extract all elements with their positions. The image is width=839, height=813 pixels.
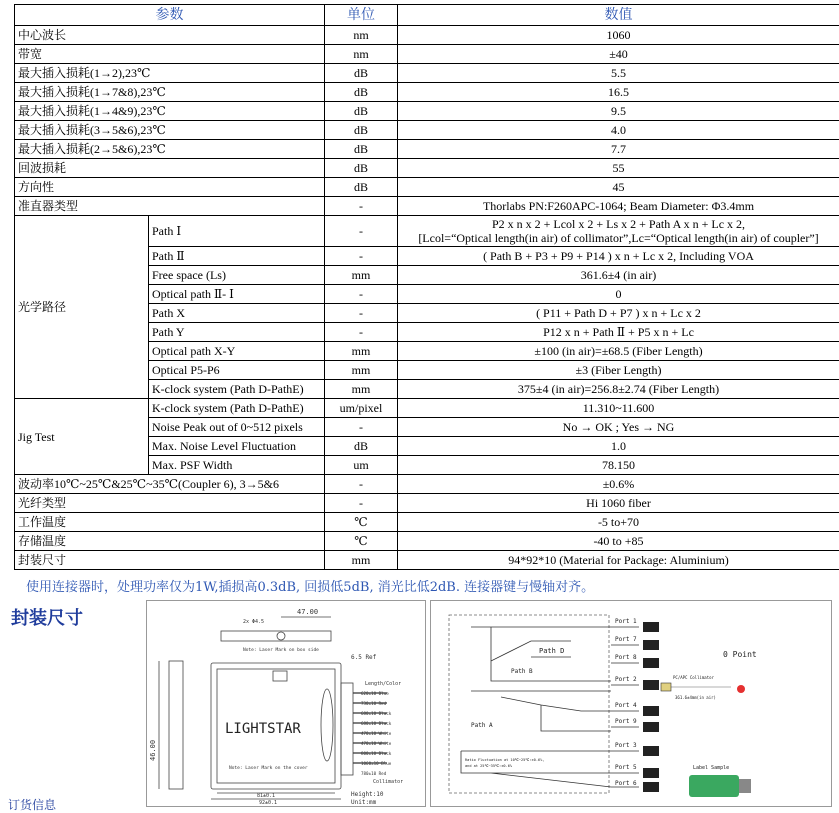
dim-inner-label: 81±0.1	[257, 793, 275, 799]
dim-top-label: 47.00	[297, 608, 318, 616]
sub-param-cell: Free space (Ls)	[149, 266, 325, 285]
unit-label: Unit:mm	[351, 799, 377, 806]
label-sample-connector	[739, 779, 751, 793]
value-cell: 361.6±4 (in air)	[398, 266, 839, 285]
unit-cell: nm	[325, 45, 398, 64]
table-row	[15, 216, 839, 247]
value-cell: 4.0	[398, 121, 839, 140]
value-cell: 0	[398, 285, 839, 304]
param-cell: 封装尺寸	[15, 551, 325, 570]
sub-param-cell: Max. Noise Level Fluctuation	[149, 437, 325, 456]
dim-hole-label: 2x Φ4.5	[243, 619, 264, 625]
ordering-info-label: 订货信息	[8, 796, 56, 813]
value-cell: ±40	[398, 45, 839, 64]
label-sample-title: Label Sample	[693, 765, 729, 771]
value-cell: ±0.6%	[398, 475, 839, 494]
value-cell: 1.0	[398, 437, 839, 456]
value-cell: 5.5	[398, 64, 839, 83]
dim-ref-label: 6.5 Ref	[351, 654, 377, 661]
unit-cell: -	[325, 418, 398, 437]
value-cell: 1060	[398, 26, 839, 45]
free-space-label: 361.6±4mm(in air)	[675, 695, 716, 700]
param-cell: 中心波长	[15, 26, 325, 45]
value-line: P2 x n x 2 + Lcol x 2 + Ls x 2 + Path A x n + Lc x 2,	[401, 217, 836, 231]
sub-param-cell: Noise Peak out of 0~512 pixels	[149, 418, 325, 437]
zero-point-label: 0 Point	[723, 650, 757, 659]
path-b-label: Path B	[511, 668, 533, 675]
section-title: 封装尺寸	[11, 604, 83, 630]
fiber-length-label: 780±10 Red	[361, 771, 387, 776]
unit-cell: mm	[325, 266, 398, 285]
value-cell	[398, 216, 839, 247]
param-cell: 最大插入损耗(3→5&6),23℃	[15, 121, 325, 140]
usage-note: 使用连接器时，处理功率仅为1W,插损高0.3dB, 回损低5dB, 消光比低2dB. 连接器键与慢轴对齐。	[26, 576, 594, 595]
value-cell: ±100 (in air)=±68.5 (Fiber Length)	[398, 342, 839, 361]
port-label: Port 1	[615, 618, 637, 625]
sub-param-cell: Max. PSF Width	[149, 456, 325, 475]
unit-cell: ℃	[325, 513, 398, 532]
fiber-bracket	[341, 683, 353, 775]
port-label: Port 5	[615, 764, 637, 771]
unit-cell: -	[325, 304, 398, 323]
param-cell: 回波损耗	[15, 159, 325, 178]
table-row	[15, 197, 839, 216]
fiber-length-label: 620±10 Blue	[361, 691, 389, 696]
length-color-label: Length/Color	[365, 681, 401, 687]
table-row	[15, 494, 839, 513]
unit-cell: mm	[325, 380, 398, 399]
jig-group-cell: Jig Test	[15, 399, 149, 475]
unit-cell: -	[325, 216, 398, 247]
sub-param-cell: Path X	[149, 304, 325, 323]
fiber-length-label: 680±10 Black	[361, 711, 392, 716]
sub-param-cell: K-clock system (Path D-PathE)	[149, 380, 325, 399]
unit-cell: dB	[325, 159, 398, 178]
dim-side-label	[211, 804, 212, 805]
value-cell: 16.5	[398, 83, 839, 102]
value-cell: 78.150	[398, 456, 839, 475]
optical-group-cell: 光学路径	[15, 216, 149, 399]
table-row	[15, 475, 839, 494]
value-cell: 45	[398, 178, 839, 197]
collimator-label: Collimator	[373, 779, 403, 785]
port-label: Port 8	[615, 654, 637, 661]
fiber-length-label: 470±10 White	[361, 741, 392, 746]
header-value: 数值	[398, 5, 839, 26]
value-cell: 55	[398, 159, 839, 178]
port-label: Port 3	[615, 742, 637, 749]
unit-cell: dB	[325, 121, 398, 140]
unit-cell: nm	[325, 26, 398, 45]
table-row	[15, 26, 839, 45]
package-drawing	[146, 600, 426, 807]
unit-cell: mm	[325, 342, 398, 361]
param-cell: 波动率10℃~25℃&25℃~35℃(Coupler 6), 3→5&6	[15, 475, 325, 494]
param-cell: 工作温度	[15, 513, 325, 532]
value-cell: -40 to +85	[398, 532, 839, 551]
port-label: Port 2	[615, 676, 637, 683]
unit-cell: um/pixel	[325, 399, 398, 418]
fiber-length-label: 680±10 Black	[361, 721, 392, 726]
table-row	[15, 532, 839, 551]
header-param: 参数	[15, 5, 325, 26]
package-logo: LIGHTSTAR	[225, 721, 301, 737]
unit-cell: -	[325, 197, 398, 216]
unit-cell: -	[325, 323, 398, 342]
param-cell: 最大插入损耗(1→2),23℃	[15, 64, 325, 83]
dim-width-label: 92±0.1	[259, 800, 277, 806]
connector-icon	[643, 782, 659, 792]
port-label: Port 4	[615, 702, 637, 709]
sub-param-cell: Path Y	[149, 323, 325, 342]
value-cell: ( P11 + Path D + P7 ) x n + Lc x 2	[398, 304, 839, 323]
connector-icon	[643, 658, 659, 668]
unit-cell: dB	[325, 437, 398, 456]
table-row	[15, 121, 839, 140]
value-cell: -5 to+70	[398, 513, 839, 532]
value-cell: 11.310~11.600	[398, 399, 839, 418]
header-unit: 单位	[325, 5, 398, 26]
top-view-bar	[221, 631, 331, 641]
label-window	[273, 671, 287, 681]
unit-cell: -	[325, 494, 398, 513]
unit-cell: dB	[325, 178, 398, 197]
unit-cell: dB	[325, 102, 398, 121]
param-cell: 最大插入损耗(1→4&9),23℃	[15, 102, 325, 121]
connector-icon	[643, 768, 659, 778]
sub-param-cell: Optical path X-Y	[149, 342, 325, 361]
connector-icon	[643, 746, 659, 756]
note-top: Note: Laser Mark on box side	[243, 647, 319, 653]
dim-left-label: 46.00	[149, 740, 157, 761]
param-cell: 最大插入损耗(1→7&8),23℃	[15, 83, 325, 102]
table-row	[15, 83, 839, 102]
height-label: Height:10	[351, 791, 384, 798]
connector-icon	[643, 622, 659, 632]
param-cell: 方向性	[15, 178, 325, 197]
fiber-length-label: 470±10 White	[361, 731, 392, 736]
unit-cell: -	[325, 247, 398, 266]
fluctuation-note: and at 25℃~35℃:±0.6%	[465, 764, 513, 768]
label-sample-image	[689, 775, 739, 797]
port-label: Port 7	[615, 636, 637, 643]
side-view-bar	[169, 661, 183, 789]
value-cell: P12 x n + Path Ⅱ + P5 x n + Lc	[398, 323, 839, 342]
param-cell: 存储温度	[15, 532, 325, 551]
table-row	[15, 45, 839, 64]
value-cell: ( Path B + P3 + P9 + P14 ) x n + Lc x 2, Including VOA	[398, 247, 839, 266]
path-d-label: Path D	[539, 647, 564, 655]
value-cell: ±3 (Fiber Length)	[398, 361, 839, 380]
package-drawing-svg	[147, 601, 425, 806]
mount-hole-icon	[277, 632, 285, 640]
unit-cell: dB	[325, 140, 398, 159]
unit-cell: um	[325, 456, 398, 475]
optical-schematic	[430, 600, 832, 807]
value-cell: 375±4 (in air)=256.8±2.74 (Fiber Length)	[398, 380, 839, 399]
value-cell: 7.7	[398, 140, 839, 159]
fiber-length-label: 800±10 Black	[361, 751, 392, 756]
fiber-length-label: 730±10 Red	[361, 701, 387, 706]
spec-table	[14, 4, 839, 570]
fluctuation-note: Ratio Fluctuation at 10℃~25℃:±0.6%,	[465, 758, 544, 762]
table-row	[15, 513, 839, 532]
param-cell: 最大插入损耗(2→5&6),23℃	[15, 140, 325, 159]
sub-param-cell: Optical P5-P6	[149, 361, 325, 380]
table-row	[15, 102, 839, 121]
table-row	[15, 159, 839, 178]
collimator-label: PC/APC Collimator	[673, 675, 715, 680]
table-row	[15, 140, 839, 159]
fiber-length-label: 1060±10 Blue	[361, 761, 392, 766]
value-cell: No → OK ; Yes → NG	[398, 418, 839, 437]
connector-icon	[643, 640, 659, 650]
value-line: [Lcol=“Optical length(in air) of collimator”,Lc=“Optical length(in air) of coupler”]	[401, 231, 836, 245]
connector-icon	[643, 706, 659, 716]
sub-param-cell: Optical path Ⅱ- Ⅰ	[149, 285, 325, 304]
unit-cell: dB	[325, 64, 398, 83]
zero-point-icon	[737, 685, 745, 693]
sub-param-cell: Path Ⅰ	[149, 216, 325, 247]
unit-cell: -	[325, 475, 398, 494]
fiber-path	[461, 751, 611, 787]
table-row	[15, 64, 839, 83]
table-row	[15, 399, 839, 418]
unit-cell: -	[325, 285, 398, 304]
schematic-svg	[431, 601, 831, 806]
sub-param-cell: K-clock system (Path D-PathE)	[149, 399, 325, 418]
sub-param-cell: Path Ⅱ	[149, 247, 325, 266]
param-cell: 光纤类型	[15, 494, 325, 513]
value-cell: 9.5	[398, 102, 839, 121]
table-row	[15, 551, 839, 570]
note-cover: Note: Laser Mark on the cover	[229, 765, 308, 771]
label-oval	[321, 689, 333, 761]
unit-cell: dB	[325, 83, 398, 102]
value-cell: Hi 1060 fiber	[398, 494, 839, 513]
value-cell: 94*92*10 (Material for Package: Aluminium)	[398, 551, 839, 570]
port-label: Port 6	[615, 780, 637, 787]
collimator-icon	[661, 683, 671, 691]
table-row	[15, 178, 839, 197]
value-cell: Thorlabs PN:F260APC-1064; Beam Diameter: Φ3.4mm	[398, 197, 839, 216]
unit-cell: mm	[325, 551, 398, 570]
unit-cell: ℃	[325, 532, 398, 551]
param-cell: 准直器类型	[15, 197, 325, 216]
connector-icon	[643, 680, 659, 690]
table-header-row	[15, 5, 839, 26]
connector-icon	[643, 722, 659, 732]
param-cell: 带宽	[15, 45, 325, 64]
path-a-label: Path A	[471, 722, 493, 729]
unit-cell: mm	[325, 361, 398, 380]
port-label: Port 9	[615, 718, 637, 725]
